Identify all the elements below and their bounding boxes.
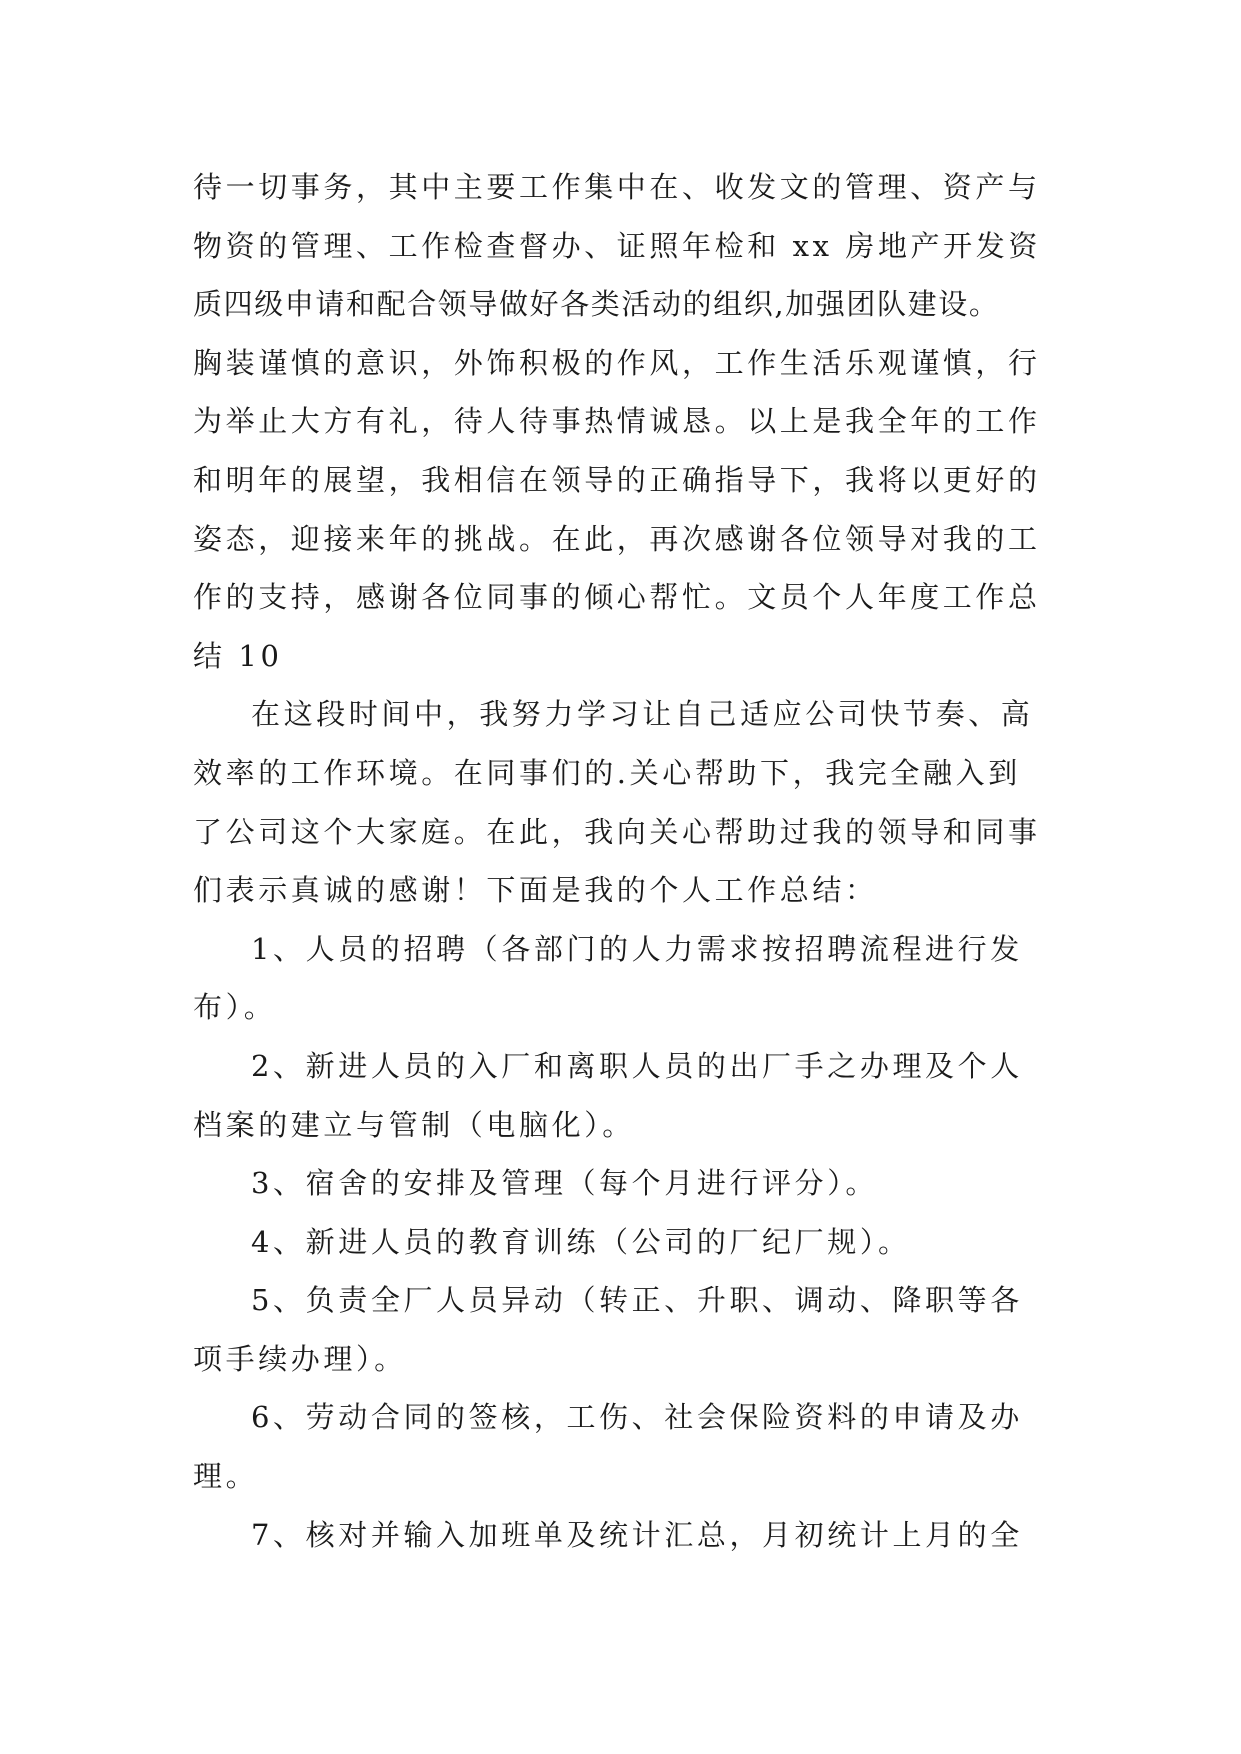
document-body: [193, 158, 1083, 1564]
list-item-line: 3、宿舍的安排及管理（每个月进行评分）。: [251, 1166, 878, 1201]
list-item-line: 2、新进人员的入厂和离职人员的出厂手之办理及个人: [251, 1048, 1023, 1083]
text-line: 布）。: [193, 990, 277, 1025]
text-line: 效率的工作环境。在同事们的.关心帮助下，我完全融入到: [193, 755, 1021, 790]
list-item-line: 6、劳动合同的签核，工伤、社会保险资料的申请及办: [251, 1400, 1023, 1435]
text-line: 项手续办理）。: [193, 1341, 407, 1376]
list-item-line: 4、新进人员的教育训练（公司的厂纪厂规）。: [251, 1224, 911, 1259]
text-line: 姿态，迎接来年的挑战。在此，再次感谢各位领导对我的工: [193, 521, 1041, 556]
text-line: 为举止大方有礼，待人待事热情诚恳。以上是我全年的工作: [193, 404, 1041, 439]
list-item-line: 7、核对并输入加班单及统计汇总，月初统计上月的全: [251, 1517, 1023, 1552]
text-line: 和明年的展望，我相信在领导的正确指导下，我将以更好的: [193, 462, 1041, 497]
text-line: 胸装谨慎的意识，外饰积极的作风，工作生活乐观谨慎，行: [193, 345, 1041, 380]
text-line: 们表示真诚的感谢！下面是我的个人工作总结：: [193, 873, 878, 908]
paragraph-start-line: 在这段时间中，我努力学习让自己适应公司快节奏、高: [251, 697, 1034, 732]
text-line: 了公司这个大家庭。在此，我向关心帮助过我的领导和同事: [193, 814, 1041, 849]
list-item-line: 1、人员的招聘（各部门的人力需求按招聘流程进行发: [251, 931, 1023, 966]
list-item-line: 5、负责全厂人员异动（转正、升职、调动、降职等各: [251, 1283, 1023, 1318]
text-line: 物资的管理、工作检查督办、证照年检和 xx 房地产开发资: [193, 228, 1041, 263]
text-line: 理。: [193, 1459, 259, 1494]
text-line: 质四级申请和配合领导做好各类活动的组织,加强团队建设。: [193, 287, 1000, 322]
text-line: 档案的建立与管制（电脑化）。: [193, 1107, 635, 1142]
text-line: 作的支持，感谢各位同事的倾心帮忙。文员个人年度工作总: [193, 580, 1041, 615]
text-line: 待一切事务，其中主要工作集中在、收发文的管理、资产与: [193, 170, 1041, 204]
text-line: 结 10: [193, 638, 283, 673]
